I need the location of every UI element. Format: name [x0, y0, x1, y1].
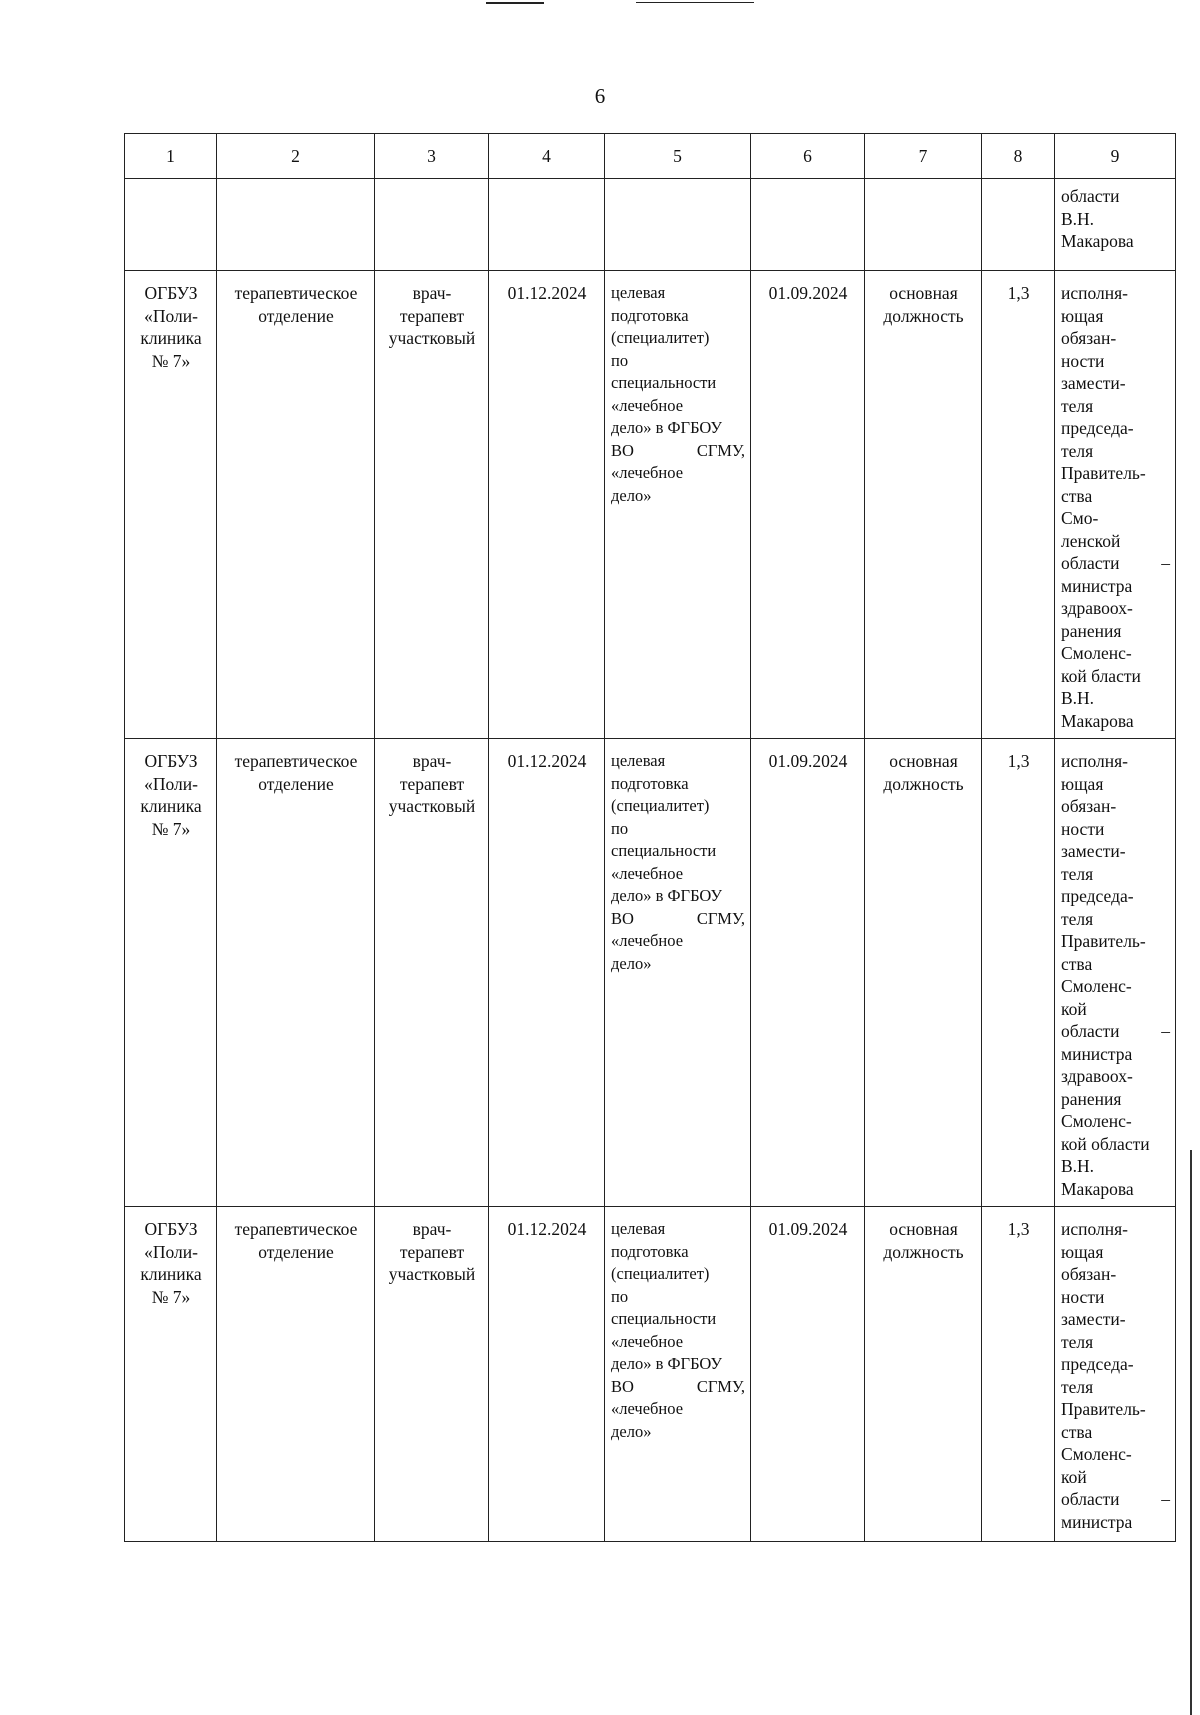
cell-text-line: области – — [1061, 1021, 1170, 1041]
cell-text-line: Правитель- — [1061, 931, 1146, 951]
cell-position-type — [865, 739, 982, 1207]
cell-text-line: председа- — [1061, 418, 1134, 438]
cell-text-line: Смоленс- — [1061, 976, 1132, 996]
cell-text-line: «Поли- — [144, 773, 198, 794]
header-col-3: 3 — [375, 134, 489, 179]
cell-text-line: здравоох- — [1061, 598, 1133, 618]
cell-text-line: целевая — [611, 1219, 666, 1238]
header-col-7: 7 — [865, 134, 982, 179]
cell-text-line: области – — [1061, 553, 1170, 573]
cell-text-line: должность — [883, 1241, 964, 1262]
cell-text-line: здравоох- — [1061, 1066, 1133, 1086]
cell-text-line: целевая — [611, 283, 666, 302]
cell-text-line: теля — [1061, 908, 1094, 929]
cell-organization — [125, 179, 217, 271]
cell-text-line: отделение — [258, 773, 334, 794]
cell-text-line: участковый — [388, 1264, 476, 1284]
cell-text-line: Макарова — [1061, 710, 1134, 731]
cell-text-line: «Поли- — [144, 1241, 198, 1262]
cell-text-line: исполня- — [1061, 283, 1128, 303]
cell-position — [375, 179, 489, 271]
table-header-row — [125, 134, 1176, 179]
cell-position-type — [865, 179, 982, 271]
cell-text-line: (специалитет) — [611, 328, 710, 347]
header-col-9: 9 — [1055, 134, 1176, 179]
cell-text-line: клиника — [140, 796, 202, 816]
cell-date-from — [489, 271, 605, 739]
cell-text-line: клиника — [140, 328, 202, 348]
cell-signatory — [1055, 271, 1176, 739]
cell-text-line: № 7» — [151, 350, 191, 371]
cell-text-line: специальности — [611, 373, 717, 392]
cell-rate — [982, 179, 1055, 271]
appointments-table — [124, 133, 1176, 1542]
cell-text-line: замести- — [1061, 841, 1126, 861]
cell-text-line: замести- — [1061, 373, 1126, 393]
cell-signatory — [1055, 179, 1176, 271]
cell-text-line: министра — [1061, 1043, 1133, 1064]
cell-text-line: целевая — [611, 751, 666, 770]
cell-signatory — [1055, 739, 1176, 1207]
cell-text-line: ности — [1061, 818, 1105, 839]
cell-text-line: по — [611, 1286, 629, 1306]
cell-text-line: врач- — [412, 751, 452, 771]
cell-text-line: обязан- — [1061, 328, 1117, 348]
cell-text-line: ющая — [1061, 773, 1104, 794]
cell-text-line: клиника — [140, 1264, 202, 1284]
cell-text-line: должность — [883, 773, 964, 794]
table-row — [125, 739, 1176, 1207]
cell-text-line: «лечебное — [611, 463, 684, 482]
cell-text-line: ющая — [1061, 1241, 1104, 1262]
cell-text-line: обязан- — [1061, 1264, 1117, 1284]
cell-position — [375, 1207, 489, 1542]
cell-text-line: кой — [1061, 1466, 1087, 1487]
cell-date-start — [751, 1207, 865, 1542]
cell-text-line: ства — [1061, 485, 1093, 506]
cell-text-line: министра — [1061, 575, 1133, 596]
cell-text-line: дело» в ФГБОУ — [611, 418, 723, 437]
cell-text-line: области — [1061, 186, 1120, 206]
cell-organization — [125, 271, 217, 739]
cell-text-line: ОГБУЗ — [144, 283, 198, 303]
cell-text-line: Правитель- — [1061, 463, 1146, 483]
cell-text-line: «лечебное — [611, 863, 684, 883]
cell-text-line: (специалитет) — [611, 1264, 710, 1283]
header-col-8: 8 — [982, 134, 1055, 179]
header-col-4: 4 — [489, 134, 605, 179]
cell-training — [605, 179, 751, 271]
cell-text-line: В.Н. — [1061, 1156, 1095, 1176]
cell-text-line: ВО СГМУ, — [611, 440, 745, 460]
cell-text-line: дело» — [611, 953, 652, 973]
cell-text-line: 01.12.2024 — [507, 751, 587, 771]
cell-text-line: «лечебное — [611, 1331, 684, 1351]
cell-text-line: кой — [1061, 998, 1087, 1019]
cell-text-line: Макарова — [1061, 231, 1134, 251]
cell-text-line: дело» в ФГБОУ — [611, 886, 723, 905]
cell-text-line: В.Н. — [1061, 688, 1095, 708]
cell-text-line: В.Н. — [1061, 208, 1095, 229]
cell-text-line: «Поли- — [144, 305, 198, 326]
cell-text-line: терапевтическое — [234, 283, 358, 303]
cell-text-line: дело» — [611, 1421, 652, 1441]
cell-text-line: подготовка — [611, 1241, 689, 1261]
cell-date-start — [751, 739, 865, 1207]
cell-text-line: № 7» — [151, 1286, 191, 1307]
cell-text-line: Смоленс- — [1061, 643, 1132, 663]
cell-rate — [982, 1207, 1055, 1542]
cell-text-line: 01.12.2024 — [507, 283, 587, 303]
header-col-2: 2 — [217, 134, 375, 179]
cell-text-line: замести- — [1061, 1309, 1126, 1329]
header-col-5: 5 — [605, 134, 751, 179]
cell-text-line: ВО СГМУ, — [611, 908, 745, 928]
cell-text-line: Макарова — [1061, 1178, 1134, 1199]
cell-text-line: по — [611, 818, 629, 838]
page-number: 6 — [594, 84, 606, 108]
table-body — [125, 179, 1176, 1542]
cell-text-line: ОГБУЗ — [144, 751, 198, 771]
cell-organization — [125, 739, 217, 1207]
cell-text-line: председа- — [1061, 1354, 1134, 1374]
scan-artifact-mark — [636, 2, 754, 3]
cell-text-line: ВО СГМУ, — [611, 1376, 745, 1396]
cell-text-line: по — [611, 350, 629, 370]
cell-text-line: исполня- — [1061, 1219, 1128, 1239]
cell-text-line: Смоленс- — [1061, 1444, 1132, 1464]
cell-text-line: «лечебное — [611, 395, 684, 415]
cell-text-line: теля — [1061, 1376, 1094, 1397]
cell-department — [217, 739, 375, 1207]
cell-text-line: терапевт — [399, 773, 465, 794]
cell-date-from — [489, 739, 605, 1207]
scan-artifact-mark — [486, 2, 544, 4]
cell-text-line: специальности — [611, 841, 717, 860]
cell-text-line: терапевт — [399, 305, 465, 326]
cell-text-line: 01.09.2024 — [768, 283, 848, 303]
header-col-1: 1 — [125, 134, 217, 179]
cell-text-line: ства — [1061, 1421, 1093, 1442]
cell-text-line: «лечебное — [611, 1399, 684, 1418]
scan-edge-line — [1190, 1150, 1192, 1715]
cell-text-line: ленской — [1061, 530, 1121, 551]
cell-text-line: ОГБУЗ — [144, 1219, 198, 1239]
cell-text-line: врач- — [412, 1219, 452, 1239]
cell-text-line: исполня- — [1061, 751, 1128, 771]
cell-text-line: «лечебное — [611, 931, 684, 950]
cell-text-line: теля — [1061, 1331, 1094, 1352]
cell-department — [217, 179, 375, 271]
cell-position-type — [865, 271, 982, 739]
cell-text-line: ранения — [1061, 620, 1122, 641]
cell-training — [605, 1207, 751, 1542]
cell-position — [375, 739, 489, 1207]
cell-text-line: теля — [1061, 863, 1094, 884]
cell-text-line: 01.09.2024 — [768, 1219, 848, 1239]
cell-text-line: министра — [1061, 1511, 1133, 1532]
cell-text-line: (специалитет) — [611, 796, 710, 815]
cell-text-line: терапевт — [399, 1241, 465, 1262]
cell-text-line: дело» — [611, 485, 652, 505]
cell-text-line: 1,3 — [1007, 1219, 1030, 1239]
table-row — [125, 179, 1176, 271]
cell-text-line: теля — [1061, 395, 1094, 416]
cell-text-line: № 7» — [151, 818, 191, 839]
cell-text-line: области – — [1061, 1489, 1170, 1509]
cell-text-line: ющая — [1061, 305, 1104, 326]
cell-text-line: 01.09.2024 — [768, 751, 848, 771]
cell-text-line: Правитель- — [1061, 1399, 1146, 1419]
cell-text-line: подготовка — [611, 305, 689, 325]
cell-text-line: председа- — [1061, 886, 1134, 906]
table-row — [125, 1207, 1176, 1542]
cell-text-line: 1,3 — [1007, 751, 1030, 771]
cell-text-line: отделение — [258, 305, 334, 326]
cell-text-line: Смоленс- — [1061, 1111, 1132, 1131]
cell-text-line: кой области — [1061, 1133, 1150, 1154]
cell-text-line: дело» в ФГБОУ — [611, 1354, 723, 1373]
cell-department — [217, 271, 375, 739]
table-row — [125, 271, 1176, 739]
header-col-6: 6 — [751, 134, 865, 179]
cell-text-line: основная — [889, 751, 958, 771]
cell-text-line: обязан- — [1061, 796, 1117, 816]
cell-date-from — [489, 1207, 605, 1542]
cell-text-line: основная — [889, 1219, 958, 1239]
cell-text-line: ности — [1061, 1286, 1105, 1307]
cell-signatory — [1055, 1207, 1176, 1542]
cell-text-line: ства — [1061, 953, 1093, 974]
cell-position-type — [865, 1207, 982, 1542]
cell-rate — [982, 271, 1055, 739]
cell-text-line: участковый — [388, 328, 476, 348]
cell-date-start — [751, 179, 865, 271]
cell-position — [375, 271, 489, 739]
cell-date-start — [751, 271, 865, 739]
cell-text-line: ранения — [1061, 1088, 1122, 1109]
cell-text-line: терапевтическое — [234, 751, 358, 771]
cell-text-line: 01.12.2024 — [507, 1219, 587, 1239]
cell-rate — [982, 739, 1055, 1207]
cell-text-line: Смо- — [1061, 508, 1099, 528]
cell-text-line: отделение — [258, 1241, 334, 1262]
cell-organization — [125, 1207, 217, 1542]
cell-text-line: ности — [1061, 350, 1105, 371]
cell-date-from — [489, 179, 605, 271]
cell-text-line: должность — [883, 305, 964, 326]
cell-text-line: врач- — [412, 283, 452, 303]
cell-text-line: основная — [889, 283, 958, 303]
cell-text-line: 1,3 — [1007, 283, 1030, 303]
cell-text-line: терапевтическое — [234, 1219, 358, 1239]
cell-training — [605, 271, 751, 739]
cell-text-line: теля — [1061, 440, 1094, 461]
cell-text-line: подготовка — [611, 773, 689, 793]
cell-text-line: специальности — [611, 1309, 717, 1328]
cell-training — [605, 739, 751, 1207]
cell-text-line: участковый — [388, 796, 476, 816]
cell-text-line: кой бласти — [1061, 665, 1141, 686]
cell-department — [217, 1207, 375, 1542]
